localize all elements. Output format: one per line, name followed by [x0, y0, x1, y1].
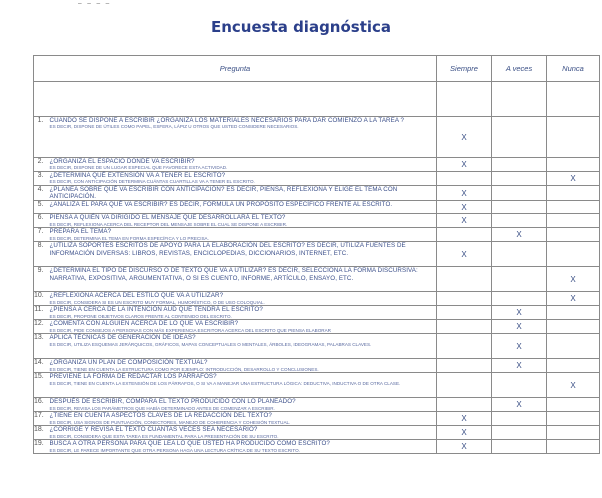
- question-text: ¿CORRIGE Y REVISA EL TEXTO CUANTAS VECES SEA NECESARIO?: [49, 426, 258, 434]
- row-number: 14.: [34, 359, 46, 373]
- question-explanation: ES DECIR, CONSIDERA QUE ESTA TAREA ES FUNDAMENTAL PARA LA PRESENTACIÓN DE SU ESCRITO.: [49, 433, 279, 439]
- question-text: ¿ORGANIZA UN PLAN DE COMPOSICIÓN TEXTUAL?: [49, 359, 208, 367]
- nunca-cell: [547, 158, 600, 172]
- question-cell: [46, 267, 437, 292]
- table-row: [34, 426, 600, 440]
- row-number: 8.: [34, 242, 46, 267]
- question-explanation: ES DECIR, UTILIZA ESQUEMAS JERÁRQUICOS, GRÁFICOS, MAPAS CONCEPTUALES O MENTALES, ÁRBOLES, IDEOGRAMAS, PALABRAS CLAVES.: [49, 341, 372, 347]
- row-number: 15.: [34, 373, 46, 398]
- table-row: [34, 214, 600, 228]
- question-text: ¿COMENTA CON ALGUIEN ACERCA DE LO QUE VA ESCRIBIR?: [49, 320, 239, 328]
- a-veces-cell: [492, 426, 547, 440]
- question-explanation: ES DECIR, REVISA LOS PARÁMETROS QUE HABÍA DETERMINADO ANTES DE COMENZAR A ESCRIBIR.: [49, 405, 275, 411]
- question-explanation: ES DECIR, LE PARECE IMPORTANTE QUE OTRA PERSONA HAGA UNA LECTURA CRÍTICA DE SU TEXTO ESCRITO.: [49, 447, 300, 453]
- row-number: 6.: [34, 214, 46, 228]
- nunca-cell: [547, 320, 600, 334]
- nunca-cell: X: [547, 292, 600, 306]
- nunca-cell: [547, 440, 600, 454]
- siempre-cell: X: [437, 412, 492, 426]
- siempre-cell: X: [437, 201, 492, 214]
- siempre-cell: X: [437, 214, 492, 228]
- question-text: BUSCA A OTRA PERSONA PARA QUE LEA LO QUE USTED HA PRODUCIDO COMO ESCRITO?: [49, 440, 330, 448]
- survey-table: [33, 55, 600, 454]
- question-text: ¿ORGANIZA EL ESPACIO DONDE VA ESCRIBIR?: [49, 158, 195, 165]
- question-text: ¿REFLEXIONA ACERCA DEL ESTILO QUE VA A UTILIZAR?: [49, 292, 224, 300]
- question-explanation: ES DECIR, PROPONE OBJETIVOS CLAROS FRENTE AL CONTENIDO DEL ESCRITO.: [49, 313, 232, 319]
- row-number: 11.: [34, 306, 46, 320]
- row-number: 9.: [34, 267, 46, 292]
- question-cell: [46, 320, 437, 334]
- question-cell: [46, 228, 437, 242]
- table-row: [34, 373, 600, 398]
- nunca-cell: X: [547, 172, 600, 186]
- question-explanation: ES DECIR, DISPONE DE ÚTILES COMO PAPEL, ESFERA, LÁPIZ U OTROS QUE USTED CONSIDERE NECESARIOS.: [49, 124, 299, 130]
- a-veces-cell: [492, 412, 547, 426]
- siempre-cell: [437, 334, 492, 359]
- question-explanation: ES DECIR, PIDE CONSEJOS A PERSONAS CON MÁS EXPERIENCIA ESCRITORA ACERCA DEL ESCRITO QUE PIENSA ELABORAR: [49, 327, 331, 333]
- blank-question-cell: [46, 82, 437, 117]
- question-text: ¿PIENSA A CERCA DE LA INTENCIÓN AUD QUE TENDRÁ EL ESCRITO?: [49, 306, 263, 314]
- col-header-siempre: Siempre: [437, 56, 492, 82]
- siempre-cell: X: [437, 242, 492, 267]
- question-cell: [46, 292, 437, 306]
- question-text: ¿PLANEA SOBRE QUÉ VA ESCRIBIR CON ANTICIPACIÓN? ES DECIR, PIENSA, REFLEXIONA Y ELIGE EL TEMA CON ANTICIPACIÓN.: [49, 186, 398, 201]
- blank-cell: [492, 82, 547, 117]
- question-text: ¿TIENE EN CUENTA ASPECTOS CLAVES DE LA REDACCIÓN DEL TEXTO?: [49, 412, 272, 420]
- row-number: 7.: [34, 228, 46, 242]
- siempre-cell: X: [437, 426, 492, 440]
- a-veces-cell: X: [492, 359, 547, 373]
- row-number: 2.: [34, 158, 46, 172]
- a-veces-cell: X: [492, 306, 547, 320]
- question-cell: [46, 158, 437, 172]
- table-row: [34, 242, 600, 267]
- a-veces-cell: X: [492, 228, 547, 242]
- question-text: ¿DETERMINA QUÉ EXTENSIÓN VA A TENER EL ESCRITO?: [49, 172, 226, 179]
- question-cell: [46, 412, 437, 426]
- question-cell: [46, 334, 437, 359]
- siempre-cell: [437, 359, 492, 373]
- question-cell: [46, 440, 437, 454]
- question-explanation: ES DECIR, DISPONE DE UN LUGAR ESPECIAL QUE FAVORECE ESTA ACTIVIDAD.: [49, 165, 228, 171]
- question-text: ¿DETERMINA EL TIPO DE DISCURSO O DE TEXTO QUE VA A UTILIZAR? ES DECIR, SELECCIONA LA FORMA DISCURSIVA: NARRATIVA, EXPOSITIVA, ARGUMENTATIVA, O SI ES CUENTO, INFORME, ARTÍCULO, ENSAYO, ETC.: [49, 267, 418, 282]
- question-text: PREVIENE LA FORMA DE REDACTAR LOS PÁRRAFOS?: [49, 373, 217, 381]
- siempre-cell: [437, 228, 492, 242]
- blank-cell: [547, 82, 600, 117]
- table-row: [34, 292, 600, 306]
- siempre-cell: [437, 398, 492, 412]
- a-veces-cell: [492, 440, 547, 454]
- row-number: 19.: [34, 440, 46, 454]
- question-cell: [46, 201, 437, 214]
- question-cell: [46, 186, 437, 201]
- table-row: [34, 158, 600, 172]
- a-veces-cell: [492, 117, 547, 158]
- row-number: 5.: [34, 201, 46, 214]
- question-explanation: ES DECIR, TIENE EN CUENTA LA EXTENSIÓN DE LOS PÁRRAFOS, O SI VA A MANEJAR UNA ESTRUCTURA LÓGICA: DEDUCTIVA, INDUCTIVA O DE OTRA CLASE.: [49, 380, 401, 386]
- a-veces-cell: X: [492, 320, 547, 334]
- nunca-cell: [547, 306, 600, 320]
- row-number: 4.: [34, 186, 46, 201]
- col-header-nunca: Nunca: [547, 56, 600, 82]
- a-veces-cell: X: [492, 334, 547, 359]
- a-veces-cell: [492, 373, 547, 398]
- question-cell: [46, 214, 437, 228]
- table-row: [34, 172, 600, 186]
- col-header-pregunta: Pregunta: [34, 56, 437, 82]
- table-row: [34, 412, 600, 426]
- question-text: DESPUÉS DE ESCRIBIR, COMPARA EL TEXTO PRODUCIDO CON LO PLANEADO?: [49, 398, 296, 406]
- table-row: [34, 398, 600, 412]
- question-text: APLICA TÉCNICAS DE GENERACIÓN DE IDEAS?: [49, 334, 196, 342]
- siempre-cell: X: [437, 440, 492, 454]
- a-veces-cell: [492, 214, 547, 228]
- a-veces-cell: [492, 267, 547, 292]
- row-number: 10.: [34, 292, 46, 306]
- siempre-cell: [437, 373, 492, 398]
- question-cell: [46, 373, 437, 398]
- siempre-cell: [437, 320, 492, 334]
- siempre-cell: [437, 306, 492, 320]
- question-text: PIENSA A QUIÉN VA DIRIGIDO EL MENSAJE QUE DESARROLLARÁ EL TEXTO?: [49, 214, 286, 222]
- row-number: 1.: [34, 117, 46, 158]
- row-number: 13.: [34, 334, 46, 359]
- table-row: [34, 306, 600, 320]
- question-cell: [46, 117, 437, 158]
- nunca-cell: [547, 426, 600, 440]
- nunca-cell: [547, 242, 600, 267]
- row-number: 3.: [34, 172, 46, 186]
- question-cell: [46, 359, 437, 373]
- nunca-cell: [547, 412, 600, 426]
- table-row: [34, 320, 600, 334]
- table-row: [34, 440, 600, 454]
- blank-num-cell: [34, 82, 46, 117]
- question-cell: [46, 306, 437, 320]
- row-number: 18.: [34, 426, 46, 440]
- row-number: 16.: [34, 398, 46, 412]
- header-row: [34, 56, 600, 82]
- nunca-cell: [547, 359, 600, 373]
- table-row: [34, 359, 600, 373]
- nunca-cell: [547, 334, 600, 359]
- question-cell: [46, 398, 437, 412]
- nunca-cell: [547, 201, 600, 214]
- siempre-cell: [437, 267, 492, 292]
- question-explanation: ES DECIR, REFLEXIONA ACERCA DEL RECEPTOR DEL MENSAJE SOBRE EL CUAL SE DISPONE A ESCRIBIR.: [49, 221, 288, 227]
- question-explanation: ES DECIR, USA SIGNOS DE PUNTUACIÓN, CONECTORES, MANEJO DE COHERENCIA Y COHESIÓN TEXTUAL.: [49, 419, 291, 425]
- a-veces-cell: [492, 242, 547, 267]
- top-mark: – – – –: [78, 0, 111, 7]
- question-cell: [46, 242, 437, 267]
- page-title: Encuesta diagnóstica: [210, 18, 392, 36]
- a-veces-cell: [492, 201, 547, 214]
- a-veces-cell: [492, 292, 547, 306]
- table-row: [34, 228, 600, 242]
- table-row: [34, 267, 600, 292]
- row-number: 17.: [34, 412, 46, 426]
- nunca-cell: [547, 214, 600, 228]
- question-cell: [46, 426, 437, 440]
- question-text: PREPARA EL TEMA?: [49, 228, 112, 236]
- siempre-cell: [437, 292, 492, 306]
- a-veces-cell: [492, 158, 547, 172]
- blank-cell: [437, 82, 492, 117]
- row-number: 12.: [34, 320, 46, 334]
- table-row: [34, 201, 600, 214]
- a-veces-cell: X: [492, 398, 547, 412]
- siempre-cell: X: [437, 117, 492, 158]
- question-text: ¿UTILIZA SOPORTES ESCRITOS DE APOYO PARA LA ELABORACIÓN DEL ESCRITO? ES DECIR, UTILIZA FUENTES DE INFORMACIÓN DIVERSAS: LIBROS, REVISTAS, ENCICLOPEDIAS, DICCIONARIOS, INTERNET, ETC.: [49, 242, 406, 257]
- a-veces-cell: [492, 186, 547, 201]
- question-cell: [46, 172, 437, 186]
- siempre-cell: X: [437, 186, 492, 201]
- table-row: [34, 117, 600, 158]
- question-explanation: ES DECIR, CONSIDERA SI ES UN ESCRITO MUY FORMAL, HUMORÍSTICO, O DE USO COLOQUIAL.: [49, 299, 265, 305]
- table-row: [34, 334, 600, 359]
- nunca-cell: [547, 398, 600, 412]
- siempre-cell: [437, 172, 492, 186]
- blank-row: [34, 82, 600, 117]
- nunca-cell: X: [547, 373, 600, 398]
- question-explanation: ES DECIR, DETERMINA EL TEMA EN FORMA ESPECÍFICA Y LO PRECISA.: [49, 235, 209, 241]
- question-text: ¿ANALIZA EL PARA QUÉ VA ESCRIBIR? ES DECIR, FORMULA UN PROPÓSITO ESPECÍFICO FRENTE AL ESCRITO.: [49, 201, 393, 209]
- table-row: [34, 186, 600, 201]
- nunca-cell: [547, 228, 600, 242]
- nunca-cell: X: [547, 267, 600, 292]
- nunca-cell: [547, 186, 600, 201]
- question-text: CUANDO SE DISPONE A ESCRIBIR ¿ORGANIZA LOS MATERIALES NECESARIOS PARA DAR COMIENZO A LA TAREA ?: [49, 117, 405, 124]
- question-explanation: ES DECIR, TIENE EN CUENTA LA ESTRUCTURA COMO POR EJEMPLO: INTRODUCCIÓN, DESARROLLO Y CONCLUSIONES.: [49, 366, 319, 372]
- col-header-a-veces: A veces: [492, 56, 547, 82]
- nunca-cell: [547, 117, 600, 158]
- a-veces-cell: [492, 172, 547, 186]
- siempre-cell: X: [437, 158, 492, 172]
- question-explanation: ES DECIR, CON ANTICIPACIÓN DETERMINA CUÁNTAS CUARTILLAS VA A TENER EL ESCRITO.: [49, 179, 255, 185]
